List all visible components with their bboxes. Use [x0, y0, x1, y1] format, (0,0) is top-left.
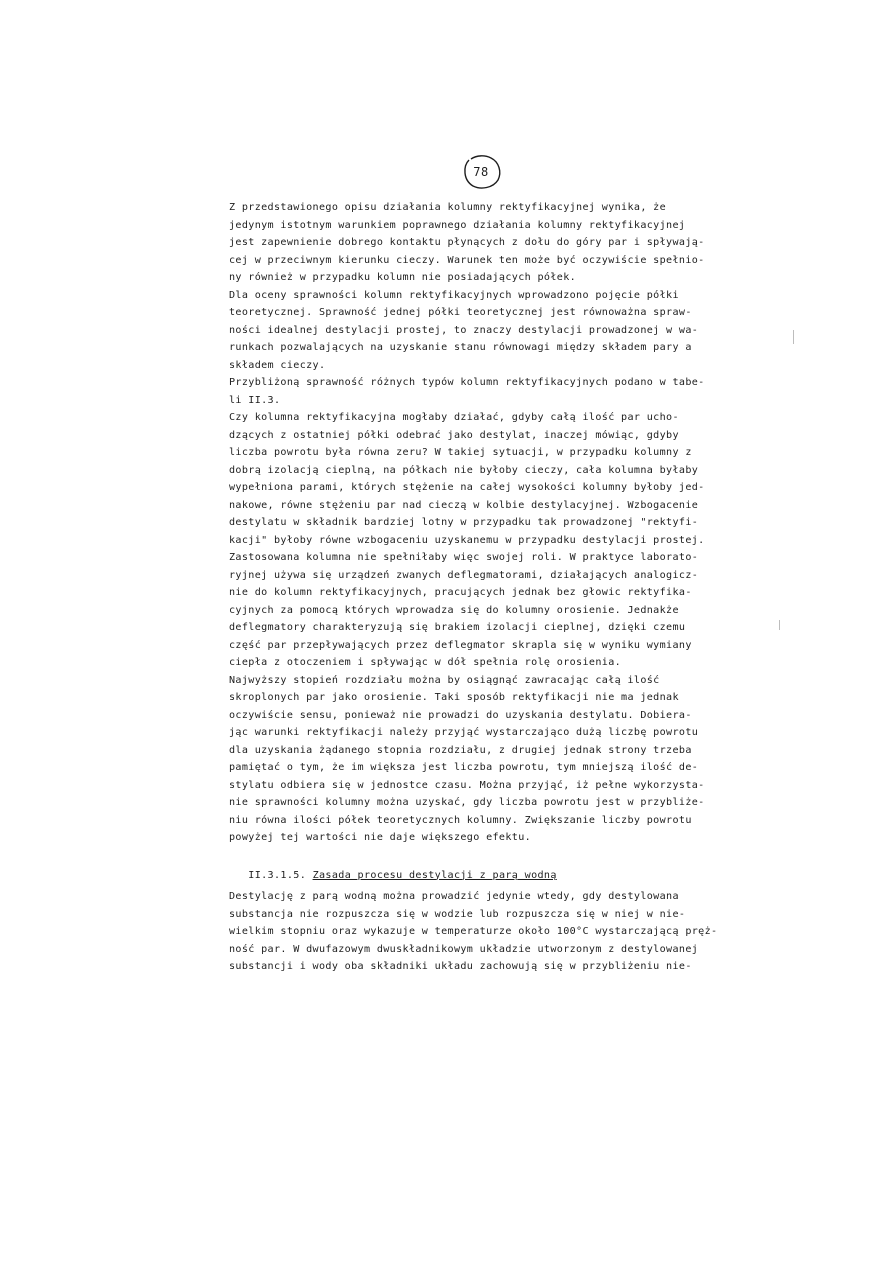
text-line: ność par. W dwufazowym dwuskładnikowym układzie utworzonym z destylowanej [229, 943, 699, 955]
text-line: oczywiście sensu, ponieważ nie prowadzi do uzyskania destylatu. Dobiera- [229, 709, 692, 721]
text-line: dla uzyskania żądanego stopnia rozdziału, z drugiej jednak strony trzeba [229, 744, 692, 756]
text-line: li II.3. [229, 394, 281, 406]
text-line: Zastosowana kolumna nie spełniłaby więc swojej roli. W praktyce laborato- [229, 552, 699, 563]
text-line: Czy kolumna rektyfikacyjna mogłaby działać, gdyby całą ilość par ucho- [229, 412, 679, 423]
text-line: cej w przeciwnym kierunku cieczy. Warunek ten może być oczywiście spełnio- [229, 254, 705, 266]
section-title: Zasada procesu destylacji z parą wodną [312, 869, 557, 881]
text-line: wielkim stopniu oraz wykazuje w temperaturze około 100°C wystarczającą pręż- [229, 926, 718, 937]
text-line: pamiętać o tym, że im większa jest liczba powrotu, tym mniejszą ilość de- [229, 762, 699, 773]
text-line: stylatu odbiera się w jednostce czasu. Można przyjąć, iż pełne wykorzysta- [229, 779, 705, 791]
text-line: jest zapewnienie dobrego kontaktu płynących z dołu do góry par i spływają- [229, 237, 705, 248]
text-line: liczba powrotu była równa zeru? W takiej sytuacji, w przypadku kolumny z [229, 447, 692, 458]
text-line: substancji i wody oba składniki układu zachowują się w przybliżeniu nie- [229, 961, 692, 972]
section-heading [229, 867, 769, 885]
text-line: niu równa ilości półek teoretycznych kolumny. Zwiększanie liczby powrotu [229, 814, 692, 826]
text-line: nie sprawności kolumny można uzyskać, gdy liczba powrotu jest w przybliże- [229, 797, 705, 808]
text-line: dobrą izolacją cieplną, na półkach nie byłoby cieczy, cała kolumna byłaby [229, 464, 699, 476]
text-line: jedynym istotnym warunkiem poprawnego działania kolumny rektyfikacyjnej [229, 219, 686, 231]
text-line: destylatu w składnik bardziej lotny w przypadku tak prowadzonej "rektyfi- [229, 517, 699, 528]
margin-mark [779, 620, 780, 630]
text-line: cyjnych za pomocą których wprowadza się do kolumny orosienie. Jednakże [229, 604, 679, 616]
text-line: Z przedstawionego opisu działania kolumny rektyfikacyjnej wynika, że [229, 202, 667, 213]
margin-mark [793, 330, 794, 344]
text-line: Najwyższy stopień rozdziału można by osiągnąć zawracając całą ilość [229, 674, 660, 686]
text-line: powyżej tej wartości nie daje większego efektu. [229, 832, 532, 843]
text-line: Przybliżoną sprawność różnych typów kolumn rektyfikacyjnych podano w tabe- [229, 377, 705, 388]
text-line: składem cieczy. [229, 359, 326, 371]
text-line: skroplonych par jako orosienie. Taki sposób rektyfikacji nie ma jednak [229, 692, 679, 703]
page-number-text: 78 [473, 165, 489, 179]
text-line: Destylację z parą wodną można prowadzić jedynie wtedy, gdy destylowana [229, 891, 679, 902]
text-line: dzących z ostatniej półki odebrać jako destylat, inaczej mówiąc, gdyby [229, 429, 679, 441]
body-text [229, 199, 769, 976]
section-number: II.3.1.5. [248, 869, 307, 881]
page-number [459, 152, 503, 192]
text-line: część par przepływających przez deflegmator skrapla się w wyniku wymiany [229, 639, 692, 651]
text-line: ryjnej używa się urządzeń zwanych deflegmatorami, działających analogicz- [229, 569, 699, 581]
text-line: jąc warunki rektyfikacji należy przyjąć wystarczająco dużą liczbę powrotu [229, 727, 699, 738]
text-line: deflegmatory charakteryzują się brakiem izolacji cieplnej, dzięki czemu [229, 622, 686, 633]
text-line: Dla oceny sprawności kolumn rektyfikacyjnych wprowadzono pojęcie półki [229, 289, 679, 301]
text-line: substancja nie rozpuszcza się w wodzie lub rozpuszcza się w niej w nie- [229, 908, 686, 920]
text-line: ny również w przypadku kolumn nie posiadających półek. [229, 272, 577, 283]
text-line: ności idealnej destylacji prostej, to znaczy destylacji prowadzonej w wa- [229, 324, 699, 336]
text-line: wypełniona parami, których stężenie na całej wysokości kolumny byłoby jed- [229, 482, 705, 493]
text-line: runkach pozwalających na uzyskanie stanu równowagi między składem pary a [229, 342, 692, 353]
text-line: ciepła z otoczeniem i spływając w dół spełnia rolę orosienia. [229, 657, 622, 668]
text-line: kacji" byłoby równe wzbogaceniu uzyskanemu w przypadku destylacji prostej. [229, 534, 705, 546]
text-line: nakowe, równe stężeniu par nad cieczą w kolbie destylacyjnej. Wzbogacenie [229, 499, 699, 511]
text-line: nie do kolumn rektyfikacyjnych, pracujących jednak bez głowic rektyfika- [229, 587, 692, 598]
text-line: teoretycznej. Sprawność jednej półki teoretycznej jest równoważna spraw- [229, 307, 692, 318]
